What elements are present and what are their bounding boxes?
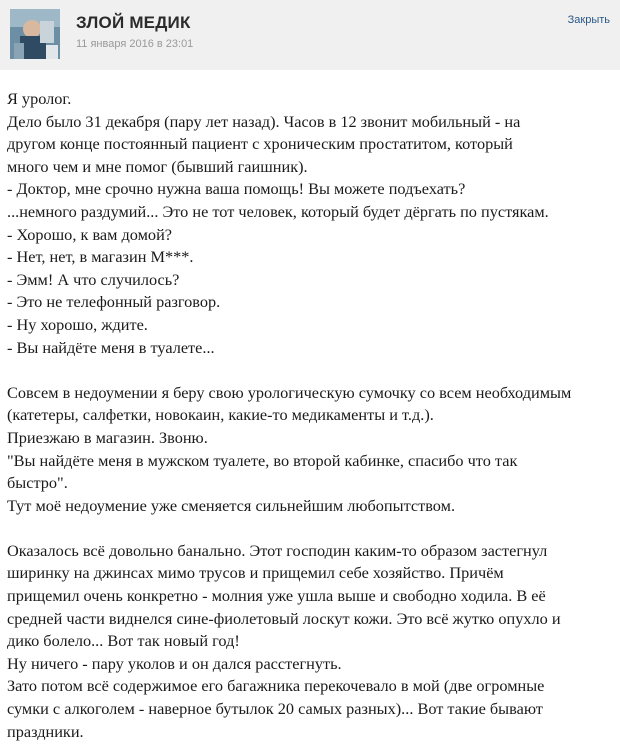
post-text-line: - Это не телефонный разговор. [7,292,221,312]
post-text-line: средней части виднелся сине-фиолетовый лоскут кожи. Это всё жутко опухло и [7,608,561,628]
post-text-line: дико болело... Вот так новый год! [7,631,240,651]
post-text-line: Ну ничего - пару уколов и он дался расстегнуть. [7,653,342,673]
close-button[interactable]: Закрыть [567,14,610,26]
post-text-line: праздники. [7,721,84,741]
post-header [0,0,620,70]
post-text-line: Оказалось всё довольно банально. Этот господин каким-то образом застегнул [7,540,548,560]
author-avatar[interactable] [10,9,60,59]
avatar-photo-icon [10,9,60,59]
post-text-line: Совсем в недоумении я беру свою урологическую сумочку со всем необходимым [7,382,572,402]
post-text-line: (катетеры, салфетки, новокаин, какие-то медикаменты и т.д.). [7,405,434,425]
post-text-line: быстро". [7,473,68,493]
post-text-line: - Ну хорошо, ждите. [7,314,148,334]
post-text-line: - Вы найдёте меня в туалете... [7,337,215,357]
post-text-line: другом конце постоянный пациент с хроническим простатитом, который [7,134,513,154]
post-text [7,88,613,743]
post-text-line [7,359,613,382]
post-text-line: ...немного раздумий... Это не тот человек, который будет дёргать по пустякам. [7,201,549,221]
post-text-line [7,517,613,540]
post-text-line: Я уролог. [7,89,72,108]
post-text-line: - Хорошо, к вам домой? [7,224,173,244]
post-text-line: много чем и мне помог (бывший гаишник). [7,156,308,176]
post-text-line: - Нет, нет, в магазин М***. [7,247,194,267]
post-date[interactable]: 11 января 2016 в 23:01 [76,38,194,50]
author-name[interactable]: ЗЛОЙ МЕДИК [76,13,191,32]
post-text-line: - Доктор, мне срочно нужна ваша помощь! Вы можете подъехать? [7,179,466,199]
post-text-line: - Эмм! А что случилось? [7,269,180,289]
post-text-line: Дело было 31 декабря (пару лет назад). Часов в 12 звонит мобильный - на [7,111,521,131]
post-text-line: сумки с алкоголем - наверное бутылок 20 самых разных)... Вот такие бывают [7,699,543,719]
post-text-line: Зато потом всё содержимое его багажника перекочевало в мой (две огромные [7,676,545,696]
post-text-line: "Вы найдёте меня в мужском туалете, во второй кабинке, спасибо что так [7,450,518,470]
post-text-line: ширинку на джинсах мимо трусов и прищемил себе хозяйство. Причём [7,563,504,583]
post-text-line: Приезжаю в магазин. Звоню. [7,427,208,447]
post-text-line: прищемил очень конкретно - молния уже ушла выше и свободно ходила. В её [7,586,546,606]
post-text-line: Тут моё недоумение уже сменяется сильнейшим любопытством. [7,495,456,515]
